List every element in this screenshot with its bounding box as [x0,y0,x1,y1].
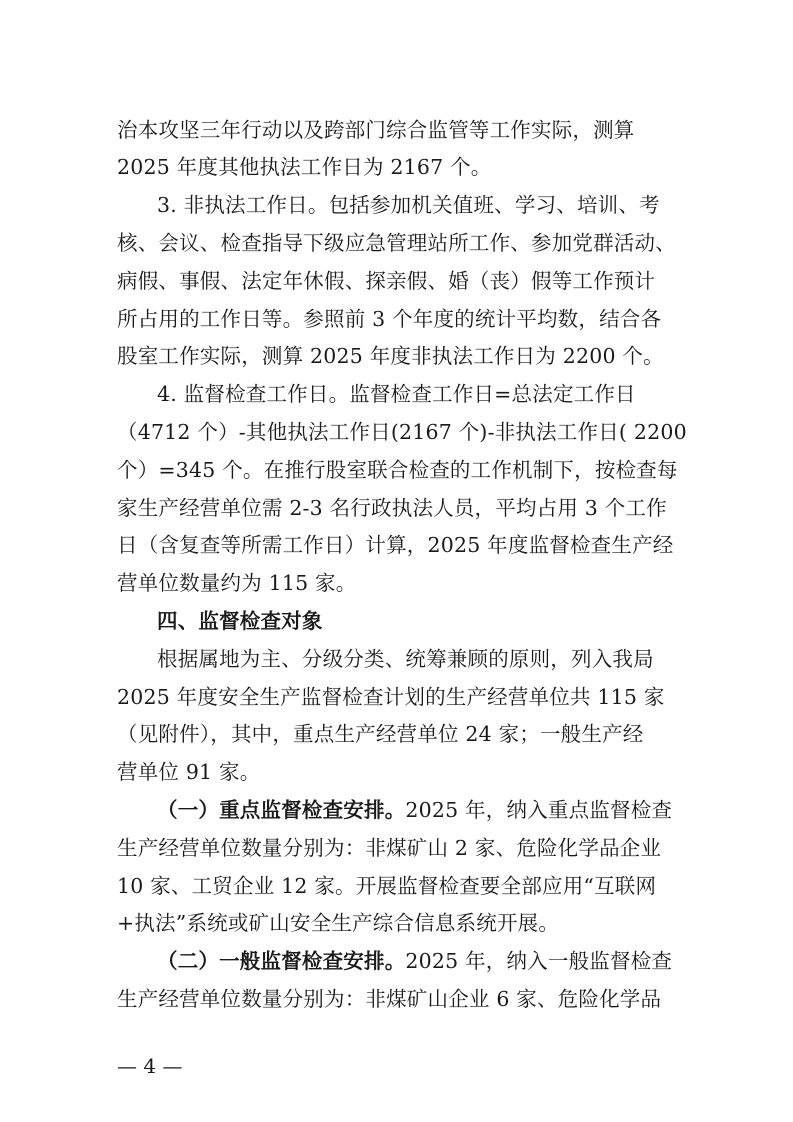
subsection-title: （二）一般监督检查安排。 [157,949,406,973]
subsection-title: （一）重点监督检查安排。 [157,798,406,822]
paragraph-line: 2025 年度安全生产监督检查计划的生产经营单位共 115 家 [117,685,665,709]
subsection-text: 2025 年，纳入重点监督检查 [405,798,673,822]
paragraph-line: 营单位 91 家。 [117,760,261,784]
paragraph-line: 核、会议、检查指导下级应急管理站所工作、参加党群活动、 [117,231,676,255]
page-number: — 4 — [117,1054,183,1078]
paragraph-line: 2025 年度其他执法工作日为 2167 个。 [117,155,492,179]
paragraph-line: 根据属地为主、分级分类、统筹兼顾的原则，列入我局 [157,647,654,671]
paragraph-line: （见附件），其中，重点生产经营单位 24 家；一般生产经 [117,722,644,746]
paragraph-line: 所占用的工作日等。参照前 3 个年度的统计平均数，结合各 [117,307,662,331]
paragraph-line: 个）=345 个。在推行股室联合检查的工作机制下，按检查每 [117,458,678,482]
subsection-line [157,947,673,975]
paragraph-line: （4712 个）-其他执法工作日(2167 个)-非执法工作日( 2200 [117,420,687,444]
paragraph-line: 3. 非执法工作日。包括参加机关值班、学习、培训、考 [157,193,660,217]
section-heading: 四、监督检查对象 [157,609,323,633]
paragraph-line: 股室工作实际，测算 2025 年度非执法工作日为 2200 个。 [117,344,664,368]
paragraph-line: 生产经营单位数量分别为：非煤矿山企业 6 家、危险化学品 [117,987,662,1011]
paragraph-line: 4. 监督检查工作日。监督检查工作日=总法定工作日 [157,382,636,406]
paragraph-line: 生产经营单位数量分别为：非煤矿山 2 家、危险化学品企业 [117,836,662,860]
paragraph-line: 病假、事假、法定年休假、探亲假、婚（丧）假等工作预计 [117,269,656,293]
paragraph-line: 家生产经营单位需 2-3 名行政执法人员，平均占用 3 个工作 [117,496,667,520]
paragraph-line: 日（含复查等所需工作日）计算，2025 年度监督检查生产经 [117,533,674,557]
subsection-line [157,796,673,824]
subsection-text: 2025 年，纳入一般监督检查 [405,949,673,973]
paragraph-line: +执法”系统或矿山安全生产综合信息系统开展。 [117,911,560,935]
paragraph-line: 10 家、工贸企业 12 家。开展监督检查要全部应用“互联网 [117,874,657,898]
paragraph-line: 营单位数量约为 115 家。 [117,571,357,595]
paragraph-line: 治本攻坚三年行动以及跨部门综合监管等工作实际，测算 [117,118,635,142]
